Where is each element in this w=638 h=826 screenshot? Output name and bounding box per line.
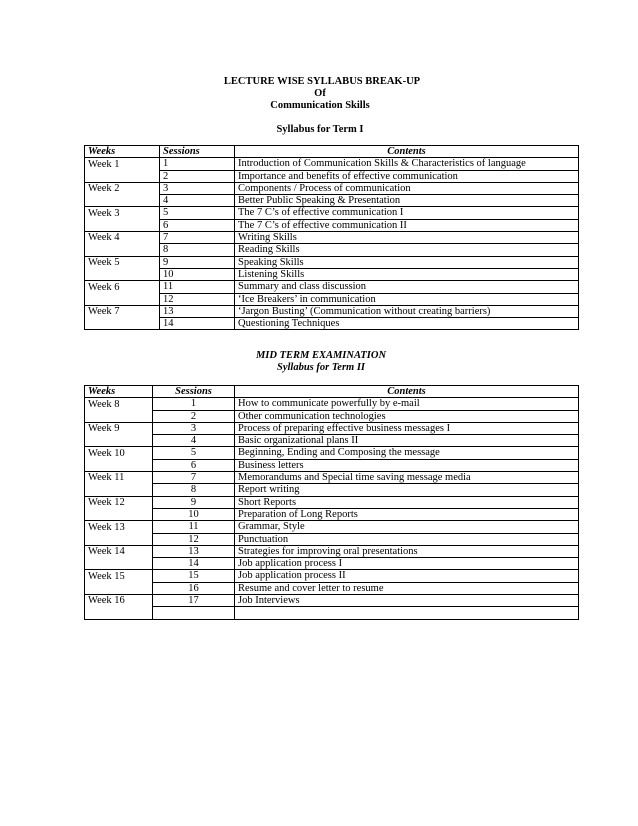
session-cell: 17: [153, 595, 235, 607]
content-cell: Importance and benefits of effective communication: [235, 170, 579, 182]
week-cell: [85, 508, 153, 520]
session-cell: 13: [153, 545, 235, 557]
week-cell: Week 10: [85, 447, 153, 459]
table-row: [85, 281, 579, 293]
session-cell: 1: [153, 398, 235, 410]
table-row: [85, 207, 579, 219]
session-cell: 7: [160, 232, 235, 244]
week-cell: Week 16: [85, 595, 153, 607]
content-cell: ‘Ice Breakers’ in communication: [235, 293, 579, 305]
table-row: [85, 459, 579, 471]
session-cell: 5: [153, 447, 235, 459]
content-cell: Business letters: [235, 459, 579, 471]
contents-header: Contents: [235, 146, 579, 158]
table-row: [85, 435, 579, 447]
session-cell: 11: [160, 281, 235, 293]
term2-syllabus-table: [84, 385, 579, 620]
week-cell: Week 15: [85, 570, 153, 582]
content-cell: Memorandums and Special time saving message media: [235, 472, 579, 484]
content-cell: Process of preparing effective business messages I: [235, 422, 579, 434]
table-row: [85, 232, 579, 244]
table-row: [85, 170, 579, 182]
week-cell: [85, 484, 153, 496]
table-row: [85, 256, 579, 268]
content-cell: Listening Skills: [235, 268, 579, 280]
week-cell: [85, 219, 160, 231]
session-cell: 10: [160, 268, 235, 280]
week-cell: [85, 607, 153, 619]
session-cell: 9: [160, 256, 235, 268]
week-cell: [85, 558, 153, 570]
session-cell: 6: [160, 219, 235, 231]
session-cell: 6: [153, 459, 235, 471]
session-cell: 10: [153, 508, 235, 520]
table-row: [85, 158, 579, 170]
session-cell: 3: [153, 422, 235, 434]
content-cell: Better Public Speaking & Presentation: [235, 195, 579, 207]
content-cell: Writing Skills: [235, 232, 579, 244]
week-cell: Week 2: [85, 182, 160, 194]
table-row: [85, 398, 579, 410]
content-cell: Components / Process of communication: [235, 182, 579, 194]
table-row: [85, 545, 579, 557]
week-cell: [85, 459, 153, 471]
table-row: [85, 521, 579, 533]
week-cell: Week 3: [85, 207, 160, 219]
session-cell: 8: [153, 484, 235, 496]
content-cell: Report writing: [235, 484, 579, 496]
session-cell: 12: [160, 293, 235, 305]
weeks-header: Weeks: [85, 146, 160, 158]
session-cell: 15: [153, 570, 235, 582]
session-cell: 1: [160, 158, 235, 170]
week-cell: Week 6: [85, 281, 160, 293]
content-cell: Punctuation: [235, 533, 579, 545]
week-cell: [85, 170, 160, 182]
session-cell: 5: [160, 207, 235, 219]
term1-heading: Syllabus for Term I: [276, 124, 364, 135]
week-cell: Week 7: [85, 305, 160, 317]
table-row: [85, 607, 579, 619]
week-cell: [85, 244, 160, 256]
week-cell: [85, 533, 153, 545]
session-cell: 14: [153, 558, 235, 570]
session-cell: 13: [160, 305, 235, 317]
table-row: [85, 268, 579, 280]
content-cell: ‘Jargon Busting’ (Communication without creating barriers): [235, 305, 579, 317]
table-row: [85, 533, 579, 545]
week-cell: [85, 293, 160, 305]
table-row: [85, 410, 579, 422]
contents-header: Contents: [235, 386, 579, 398]
content-cell: Preparation of Long Reports: [235, 508, 579, 520]
content-cell: Other communication technologies: [235, 410, 579, 422]
session-cell: 7: [153, 472, 235, 484]
content-cell: The 7 C’s of effective communication II: [235, 219, 579, 231]
table-row: [85, 472, 579, 484]
table-row: [85, 558, 579, 570]
session-cell: 4: [160, 195, 235, 207]
table-row: [85, 182, 579, 194]
table-row: [85, 447, 579, 459]
week-cell: [85, 318, 160, 330]
term1-syllabus-table: [84, 145, 579, 330]
week-cell: Week 9: [85, 422, 153, 434]
mid-term-heading: MID TERM EXAMINATION: [255, 350, 387, 361]
term2-heading: Syllabus for Term II: [276, 362, 365, 373]
table-row: [85, 195, 579, 207]
table-header-row: [85, 146, 579, 158]
course-name: Communication Skills: [270, 100, 370, 111]
table-row: [85, 293, 579, 305]
session-cell: 16: [153, 582, 235, 594]
sessions-header: Sessions: [160, 146, 235, 158]
table-row: [85, 244, 579, 256]
table-row: [85, 496, 579, 508]
content-cell: Basic organizational plans II: [235, 435, 579, 447]
week-cell: [85, 435, 153, 447]
week-cell: Week 1: [85, 158, 160, 170]
content-cell: Summary and class discussion: [235, 281, 579, 293]
content-cell: Job Interviews: [235, 595, 579, 607]
table-row: [85, 484, 579, 496]
week-cell: Week 14: [85, 545, 153, 557]
content-cell: Questioning Techniques: [235, 318, 579, 330]
week-cell: Week 12: [85, 496, 153, 508]
table-row: [85, 219, 579, 231]
table-row: [85, 305, 579, 317]
sessions-header: Sessions: [153, 386, 235, 398]
content-cell: Job application process II: [235, 570, 579, 582]
content-cell: Grammar, Style: [235, 521, 579, 533]
content-cell: Job application process I: [235, 558, 579, 570]
table-header-row: [85, 386, 579, 398]
content-cell: Short Reports: [235, 496, 579, 508]
session-cell: 9: [153, 496, 235, 508]
content-cell: [235, 607, 579, 619]
week-cell: Week 13: [85, 521, 153, 533]
content-cell: Speaking Skills: [235, 256, 579, 268]
table-row: [85, 595, 579, 607]
week-cell: [85, 268, 160, 280]
session-cell: 12: [153, 533, 235, 545]
session-cell: 2: [160, 170, 235, 182]
content-cell: The 7 C’s of effective communication I: [235, 207, 579, 219]
week-cell: [85, 582, 153, 594]
title-of: Of: [314, 88, 326, 99]
week-cell: Week 11: [85, 472, 153, 484]
table-row: [85, 508, 579, 520]
week-cell: [85, 195, 160, 207]
session-cell: 2: [153, 410, 235, 422]
content-cell: How to communicate powerfully by e-mail: [235, 398, 579, 410]
week-cell: [85, 410, 153, 422]
table-row: [85, 318, 579, 330]
week-cell: Week 8: [85, 398, 153, 410]
session-cell: 3: [160, 182, 235, 194]
content-cell: Resume and cover letter to resume: [235, 582, 579, 594]
table-row: [85, 422, 579, 434]
content-cell: Reading Skills: [235, 244, 579, 256]
week-cell: Week 4: [85, 232, 160, 244]
session-cell: 8: [160, 244, 235, 256]
content-cell: Strategies for improving oral presentations: [235, 545, 579, 557]
week-cell: Week 5: [85, 256, 160, 268]
session-cell: 11: [153, 521, 235, 533]
document-title: LECTURE WISE SYLLABUS BREAK-UP: [223, 76, 421, 87]
table-row: [85, 582, 579, 594]
session-cell: 4: [153, 435, 235, 447]
session-cell: [153, 607, 235, 619]
content-cell: Introduction of Communication Skills & Characteristics of language: [235, 158, 579, 170]
table-row: [85, 570, 579, 582]
session-cell: 14: [160, 318, 235, 330]
weeks-header: Weeks: [85, 386, 153, 398]
content-cell: Beginning, Ending and Composing the message: [235, 447, 579, 459]
